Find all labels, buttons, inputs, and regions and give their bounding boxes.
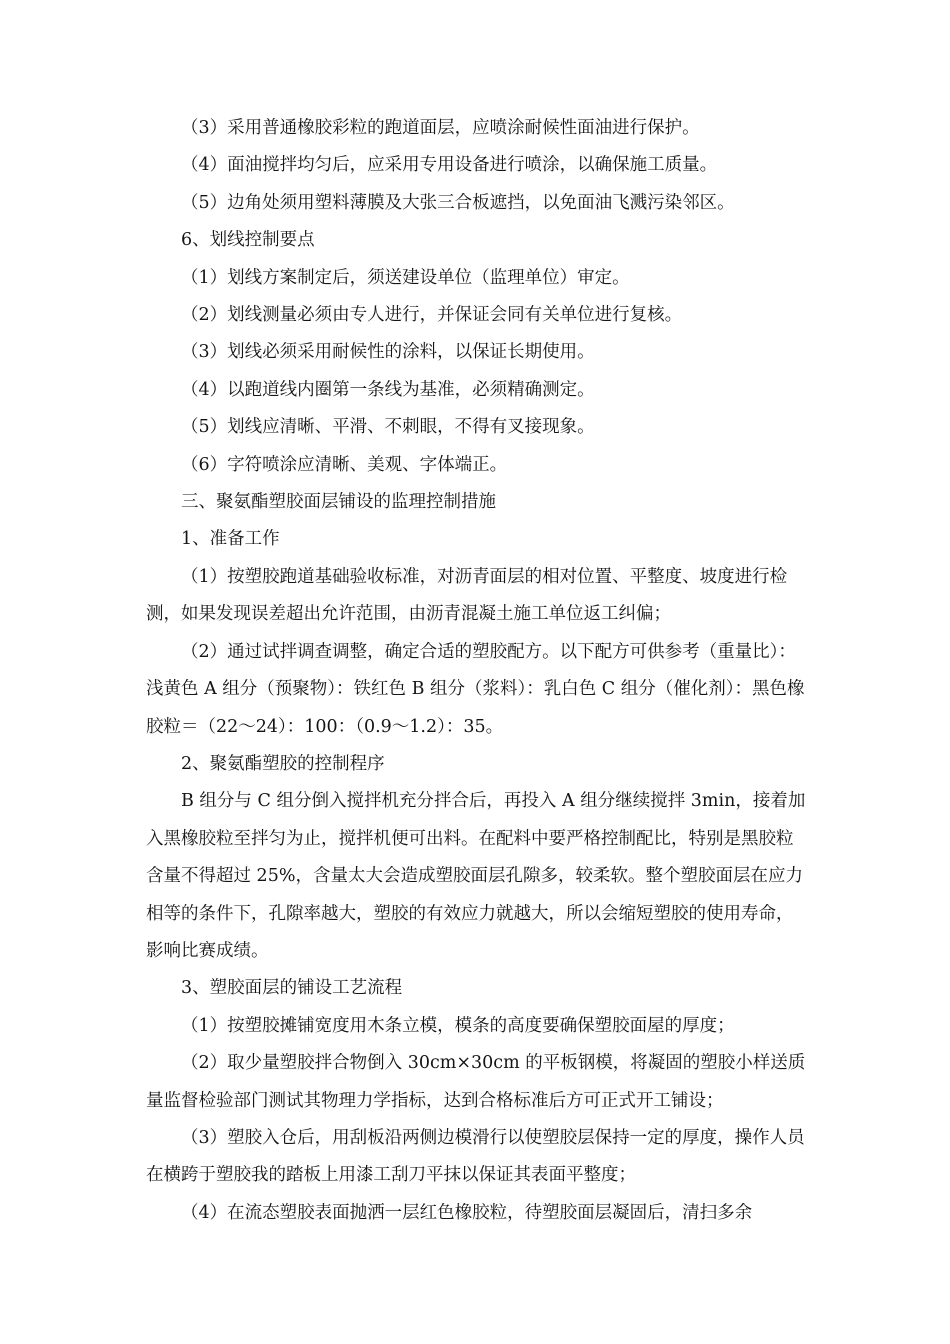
- paragraph-marking-2: （2）划线测量必须由专人进行，并保证会同有关单位进行复核。: [181, 305, 683, 326]
- paragraph-marking-4: （4）以跑道线内圈第一条线为基准，必须精确测定。: [181, 379, 595, 400]
- paragraph-laying-1: （1）按塑胶摊铺宽度用木条立模，模条的高度要确保塑胶面屋的厚度；: [181, 1015, 735, 1036]
- document-body: [146, 110, 806, 1232]
- paragraph-marking-1: （1）划线方案制定后，须送建设单位（监理单位）审定。: [181, 267, 630, 288]
- paragraph-laying-4: （4）在流态塑胶表面抛洒一层红色橡胶粒，待塑胶面层凝固后，清扫多余: [181, 1202, 753, 1223]
- paragraph-preparation-1: （1）按塑胶跑道基础验收标准，对沥青面层的相对位置、平整度、坡度进行检测，如果发现误差超出允许范围，由沥青混凝土施工单位返工纠偏；: [146, 566, 788, 625]
- paragraph-preparation-2: （2）通过试拌调查调整，确定合适的塑胶配方。以下配方可供参考（重量比）：浅黄色 A 组分（预聚物）：铁红色 B 组分（浆料）：乳白色 C 组分（催化剂）：黑色橡胶粒＝（22～24）：100：（0.9～1.2）：35。: [146, 641, 805, 737]
- paragraph-marking-5: （5）划线应清晰、平滑、不刺眼，不得有叉接现象。: [181, 417, 595, 438]
- section-heading-line-marking: 6、划线控制要点: [181, 230, 315, 251]
- chapter-heading-pu-surface: 三、聚氨酯塑胶面层铺设的监理控制措施: [181, 492, 496, 513]
- paragraph-laying-3: （3）塑胶入仓后，用刮板沿两侧边模滑行以使塑胶层保持一定的厚度，操作人员在横跨于塑胶我的踏板上用漆工刮刀平抹以保证其表面平整度；: [146, 1127, 805, 1186]
- paragraph-topcoat-3: （3）采用普通橡胶彩粒的跑道面层，应喷涂耐候性面油进行保护。: [181, 118, 700, 138]
- paragraph-marking-3: （3）划线必须采用耐候性的涂料，以保证长期使用。: [181, 342, 595, 363]
- paragraph-control-procedure: B 组分与 C 组分倒入搅拌机充分拌合后，再投入 A 组分继续搅拌 3min，接着加入黑橡胶粒至拌匀为止，搅拌机便可出料。在配料中要严格控制配比，特别是黑胶粒含量不得超过 25%，含量太大会造成塑胶面层孔隙多，较柔软。整个塑胶面层在应力相等的条件下，孔隙率越大，塑胶的有效应力就越大，所以会缩短塑胶的使用寿命，影响比赛成绩。: [146, 791, 806, 961]
- paragraph-laying-2: （2）取少量塑胶拌合物倒入 30cm×30cm 的平板钢模，将凝固的塑胶小样送质量监督检验部门测试其物理力学指标，达到合格标准后方可正式开工铺设；: [146, 1053, 806, 1111]
- paragraph-marking-6: （6）字符喷涂应清晰、美观、字体端正。: [181, 454, 508, 475]
- section-heading-preparation: 1、准备工作: [181, 529, 280, 550]
- section-heading-laying-process: 3、塑胶面层的铺设工艺流程: [181, 978, 403, 999]
- paragraph-topcoat-4: （4）面油搅拌均匀后，应采用专用设备进行喷涂，以确保施工质量。: [181, 155, 718, 176]
- section-heading-control-procedure: 2、聚氨酯塑胶的控制程序: [181, 753, 385, 774]
- paragraph-topcoat-5: （5）边角处须用塑料薄膜及大张三合板遮挡，以免面油飞溅污染邻区。: [181, 192, 735, 213]
